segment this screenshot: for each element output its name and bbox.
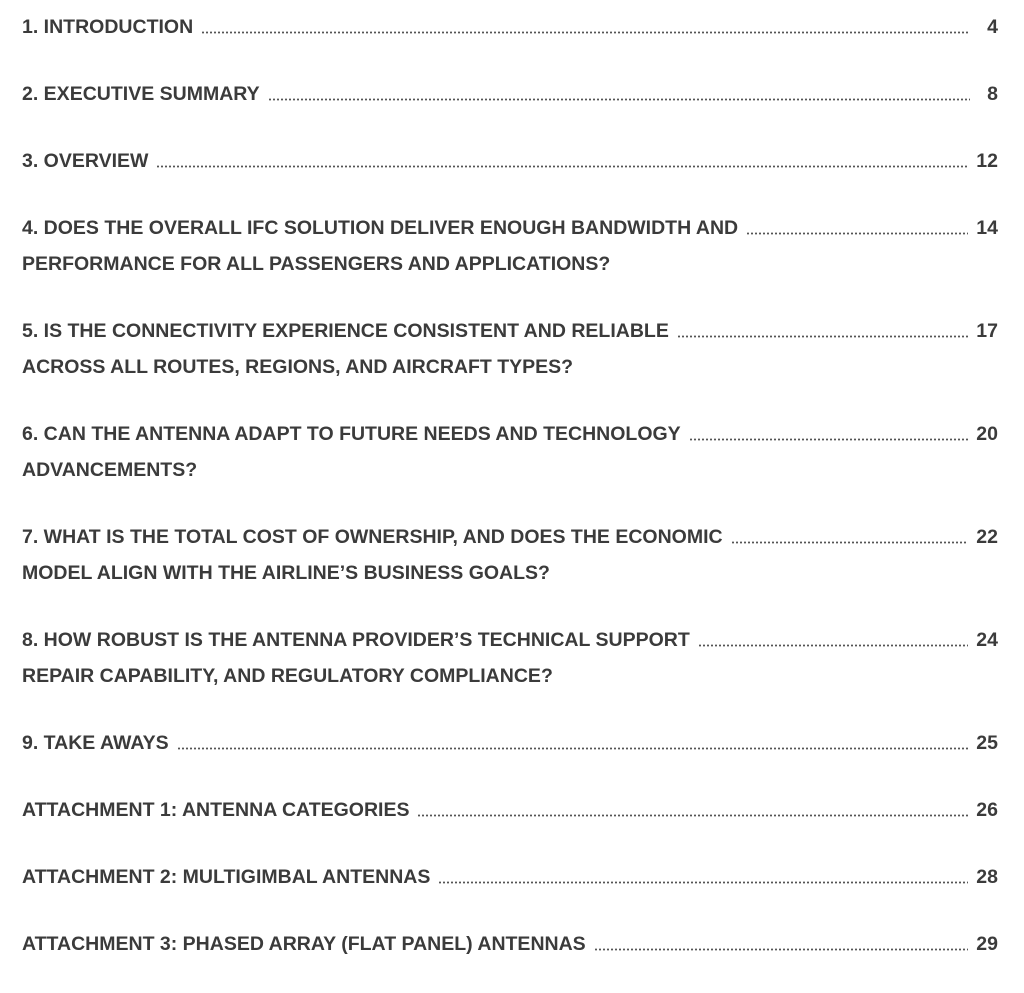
dot-leader [268, 98, 970, 101]
dot-leader [417, 814, 968, 817]
toc-page-number[interactable]: 26 [976, 799, 998, 821]
toc-entry-title[interactable]: ATTACHMENT 3: PHASED ARRAY (FLAT PANEL) ANTENNAS [22, 933, 586, 955]
toc-entry[interactable] [22, 725, 998, 761]
toc-entry-title[interactable]: 6. CAN THE ANTENNA ADAPT TO FUTURE NEEDS AND TECHNOLOGY [22, 423, 681, 445]
dot-leader [438, 881, 968, 884]
toc-page-number[interactable]: 25 [976, 732, 998, 754]
toc-entry-line [22, 725, 998, 761]
toc-entry[interactable] [22, 76, 998, 112]
toc-entry-title[interactable]: 4. DOES THE OVERALL IFC SOLUTION DELIVER ENOUGH BANDWIDTH AND [22, 217, 739, 239]
toc-page-number[interactable]: 8 [987, 83, 998, 105]
toc-entry-line [22, 926, 998, 962]
toc-page-number[interactable]: 24 [976, 629, 998, 651]
toc-entry-line [22, 622, 998, 658]
toc-entry[interactable] [22, 519, 998, 591]
toc-entry[interactable] [22, 313, 998, 385]
dot-leader [698, 644, 969, 647]
dot-leader [746, 232, 968, 235]
dot-leader [731, 541, 969, 544]
toc-page-number[interactable]: 12 [976, 150, 998, 172]
toc-entry-line [22, 210, 998, 246]
toc-entry[interactable] [22, 622, 998, 694]
toc-entry-line [22, 9, 998, 45]
toc-page-number[interactable]: 20 [976, 423, 998, 445]
toc-entry[interactable] [22, 9, 998, 45]
toc-entry[interactable] [22, 143, 998, 179]
table-of-contents [22, 9, 998, 993]
toc-entry[interactable] [22, 859, 998, 895]
toc-page-number[interactable]: 17 [976, 320, 998, 342]
toc-entry-title[interactable]: 9. TAKE AWAYS [22, 732, 169, 754]
dot-leader [677, 335, 968, 338]
toc-entry-title[interactable]: 5. IS THE CONNECTIVITY EXPERIENCE CONSISTENT AND RELIABLE [22, 320, 669, 342]
toc-entry-title[interactable]: ATTACHMENT 2: MULTIGIMBAL ANTENNAS [22, 866, 431, 888]
toc-entry-title-continued: REPAIR CAPABILITY, AND REGULATORY COMPLIANCE? [22, 665, 553, 687]
toc-entry-title-continued: ACROSS ALL ROUTES, REGIONS, AND AIRCRAFT TYPES? [22, 356, 574, 378]
toc-entry[interactable] [22, 926, 998, 962]
toc-entry-line [22, 76, 998, 112]
toc-entry-line [22, 313, 998, 349]
toc-entry[interactable] [22, 210, 998, 282]
toc-entry-line [22, 143, 998, 179]
dot-leader [689, 438, 969, 441]
dot-leader [594, 948, 969, 951]
toc-entry-title[interactable]: 8. HOW ROBUST IS THE ANTENNA PROVIDER’S TECHNICAL SUPPORT [22, 629, 690, 651]
dot-leader [177, 747, 969, 750]
toc-entry-title[interactable]: ATTACHMENT 1: ANTENNA CATEGORIES [22, 799, 410, 821]
toc-entry[interactable] [22, 792, 998, 828]
toc-entry-title[interactable]: 3. OVERVIEW [22, 150, 149, 172]
toc-entry[interactable] [22, 416, 998, 488]
toc-entry-line [22, 519, 998, 555]
toc-page-number[interactable]: 22 [976, 526, 998, 548]
dot-leader [201, 31, 970, 34]
toc-page-number[interactable]: 4 [987, 16, 998, 38]
dot-leader [156, 165, 968, 168]
toc-entry-title-continued: MODEL ALIGN WITH THE AIRLINE’S BUSINESS GOALS? [22, 562, 550, 584]
toc-entry-line [22, 792, 998, 828]
toc-entry-title-continued: PERFORMANCE FOR ALL PASSENGERS AND APPLICATIONS? [22, 253, 611, 275]
toc-entry-title[interactable]: 1. INTRODUCTION [22, 16, 194, 38]
toc-entry-title[interactable]: 7. WHAT IS THE TOTAL COST OF OWNERSHIP, AND DOES THE ECONOMIC [22, 526, 723, 548]
toc-entry-line [22, 416, 998, 452]
toc-page-number[interactable]: 29 [976, 933, 998, 955]
toc-entry-title-continued: ADVANCEMENTS? [22, 459, 198, 481]
toc-entry-title[interactable]: 2. EXECUTIVE SUMMARY [22, 83, 260, 105]
toc-entry-line [22, 859, 998, 895]
toc-page-number[interactable]: 14 [976, 217, 998, 239]
toc-page-number[interactable]: 28 [976, 866, 998, 888]
